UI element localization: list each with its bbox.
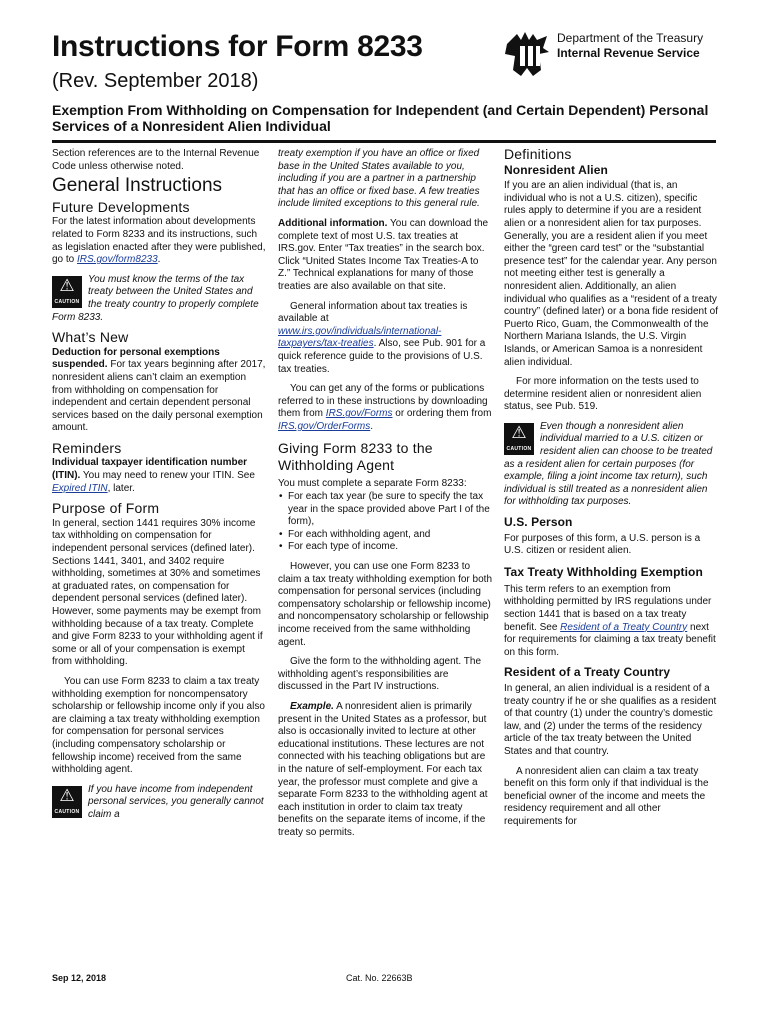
claim-benefit-text: A nonresident alien can claim a tax treaty benefit on this form only if that individual is the beneficial owner of the income and meets the residency requirement and all other requirements for — [504, 765, 709, 827]
purpose-paragraph-2: You can use Form 8233 to claim a tax treaty withholding exemption for noncompensatory scholarship or fellowship income only if you also are claiming a tax treaty withholding exemption for compensation for personal services (including compensatory scholarship or fellowship income) received from the same withholding agent. — [52, 675, 265, 776]
however-paragraph: However, you can use one Form 8233 to claim a tax treaty withholding exemption for both compensation for personal services (including compensatory scholarship or fellowship income) and noncompensatory scholarship or fellowship income received from the same withholding agent. — [278, 561, 492, 648]
column-3 — [504, 148, 718, 836]
caution-note: ⚠ CAUTION If you have income from independent personal services, you generally cannot claim a — [52, 784, 266, 822]
heading-whats-new: What’s New — [52, 329, 129, 346]
revision-date: (Rev. September 2018) — [52, 70, 259, 92]
treaty-info-text: General information about tax treaties is available at www.irs.gov/individuals/international-taxpayers/tax-treaties. Also, see Pub. 901 for a quick reference guide to the provisions of U.S. tax treaties. — [278, 300, 486, 375]
list-item: • For each withholding agent, and — [288, 529, 492, 542]
heading-treaty-withholding-exemption: Tax Treaty Withholding Exemption — [504, 564, 703, 579]
irs-eagle-logo-icon — [503, 30, 553, 78]
nonresident-alien-text: If you are an alien individual (that is, an individual who is not a U.S. citizen), specific rules apply to determine if you are a resident alien or a nonresident alien for tax purposes. Generally, you are a resident alien if you meet either the “green card test” or the “substantial presence test” for the calendar year. Any person not meeting either test is generally a nonresident alien. Additionally, an alien individual who qualifies as a “resident of a treaty country” (defined later) or a bona fide resident of Puerto Rico, Guam, the Commonwealth of the Northern Mariana Islands, the U.S. Virgin Islands, or American Samoa is a nonresident alien individual. — [504, 180, 719, 368]
agency-block — [557, 31, 703, 61]
caution-continued-text: treaty exemption if you have an office or fixed base in the United States available to you, including if you are a partner in a partnership that has an office or fixed base. A few treaties include limited exceptions to this general rule. — [278, 148, 480, 210]
more-info-text: For more information on the tests used to determine resident alien or nonresident alien status, see Pub. 519. — [504, 376, 702, 413]
resident-treaty-link[interactable]: Resident of a Treaty Country — [560, 621, 688, 633]
giving-list — [278, 491, 492, 554]
expired-itin-link[interactable]: Expired ITIN — [52, 482, 108, 494]
tax-treaties-link[interactable]: www.irs.gov/individuals/international-taxpayers/tax-treaties — [278, 325, 442, 350]
agency-department: Department of the Treasury — [557, 31, 704, 45]
footer-catalog-number: Cat. No. 22663B — [346, 973, 413, 983]
column-1 — [52, 148, 266, 829]
caution-icon: ⚠ CAUTION — [52, 276, 82, 308]
heading-giving-form: Giving Form 8233 to the Withholding Agent — [278, 440, 433, 474]
caution-icon: ⚠ CAUTION — [52, 786, 82, 818]
give-form-paragraph: Give the form to the withholding agent. The withholding agent’s responsibilities are discussed in the Part IV instructions. — [278, 656, 482, 693]
form-subtitle: Exemption From Withholding on Compensation for Independent (and Certain Dependent) Personal Services of a Nonresident Alien Individual — [52, 102, 709, 134]
column-2 — [278, 148, 492, 847]
heading-future-developments: Future Developments — [52, 198, 190, 215]
header-divider — [52, 140, 716, 143]
form8233-link[interactable]: IRS.gov/form8233 — [77, 254, 158, 266]
reminders-text: Individual taxpayer identification number (ITIN). You may need to renew your ITIN. See Expired ITIN, later. — [52, 457, 255, 494]
irs-orderforms-link[interactable]: IRS.gov/OrderForms — [278, 420, 371, 432]
heading-nonresident-alien: Nonresident Alien — [504, 162, 608, 177]
heading-us-person: U.S. Person — [504, 515, 573, 530]
giving-intro: You must complete a separate Form 8233: — [278, 478, 467, 490]
heading-resident-treaty-country: Resident of a Treaty Country — [504, 665, 671, 680]
caution-icon: ⚠ CAUTION — [504, 423, 534, 455]
caution-note: ⚠ CAUTION Even though a nonresident alien individual married to a U.S. citizen or resident alien can choose to be treated as a resident alien for certain purposes (for example, filing a joint income tax return), such individual is still treated as a nonresident alien for withholding tax purposes. — [504, 420, 713, 508]
heading-definitions: Definitions — [504, 146, 572, 162]
caution-note: ⚠ CAUTION You must know the terms of the tax treaty between the United States and the treaty country to properly complete Form 8233. — [52, 273, 259, 323]
future-developments-text: For the latest information about developments related to Form 8233 and its instructions, such as legislation enacted after they were published, go to IRS.gov/form8233. — [52, 216, 266, 266]
treaty-exemption-text: This term refers to an exemption from withholding permitted by IRS regulations under section 1441 that is based on a tax treaty benefit. See Resident of a Treaty Country next for requirements for claiming a tax treaty benefit on this form. — [504, 583, 716, 658]
heading-reminders: Reminders — [52, 439, 122, 456]
example-paragraph: Example. A nonresident alien is primarily present in the United States as a professor, but also is occasionally invited to lecture at other educational institutions. These lectures are not connected with his teaching obligations but are in the nature of self-employment. For each tax year, the professor must complete and give a separate Form 8233 to the withholding agent at each institution in order to claim tax treaty benefits on the separate items of income, if the treaty so permits. — [278, 700, 488, 838]
footer-date: Sep 12, 2018 — [52, 973, 107, 983]
agency-irs: Internal Revenue Service — [557, 46, 700, 60]
heading-purpose-of-form: Purpose of Form — [52, 500, 160, 517]
forms-download-text: You can get any of the forms or publications referred to in these instructions by downloading them from IRS.gov/Forms or ordering them from IRS.gov/OrderForms. — [278, 383, 492, 432]
intro-text: Section references are to the Internal Revenue Code unless otherwise noted. — [52, 148, 260, 172]
resident-treaty-text: In general, an alien individual is a resident of a treaty country if he or she qualifies as a resident of that country (1) under the country’s domestic law, and (2) under the terms of the residency article of the tax treaty between the United States and that country. — [504, 682, 717, 757]
us-person-text: For purposes of this form, a U.S. person is a U.S. citizen or resident alien. — [504, 532, 701, 557]
page-title: Instructions for Form 8233 — [52, 30, 423, 63]
additional-information-text: Additional information. You can download the complete text of most U.S. tax treaties at IRS.gov. Enter “Tax treaties” in the search box. Click “United States Income Tax Treaties-A to Z.” Technical explanations for many of those treaties are also available on that site. — [278, 217, 489, 292]
list-item: • For each type of income. — [288, 541, 492, 554]
heading-general-instructions: General Instructions — [52, 175, 223, 197]
irs-forms-link[interactable]: IRS.gov/Forms — [325, 408, 393, 420]
purpose-paragraph-1: In general, section 1441 requires 30% income tax withholding on compensation for independent personal services (defined later). Sections 1441, 3401, and 3402 require withholding, sometimes at 30% and sometimes at graduated rates, on compensation for dependent personal services (defined later). However, some payments may be exempt from withholding because of a tax treaty. Complete and give Form 8233 to your withholding agent if some or all of your compensation is exempt from withholding. — [52, 517, 263, 668]
list-item: • For each tax year (be sure to specify the tax year in the space provided above Part I of the form), — [288, 491, 492, 529]
whats-new-text: Deduction for personal exemptions suspended. For tax years beginning after 2017, nonresident aliens can’t claim an exemption from withholding on compensation for independent and certain dependent personal services based on the daily personal exemption amount. — [52, 346, 266, 434]
